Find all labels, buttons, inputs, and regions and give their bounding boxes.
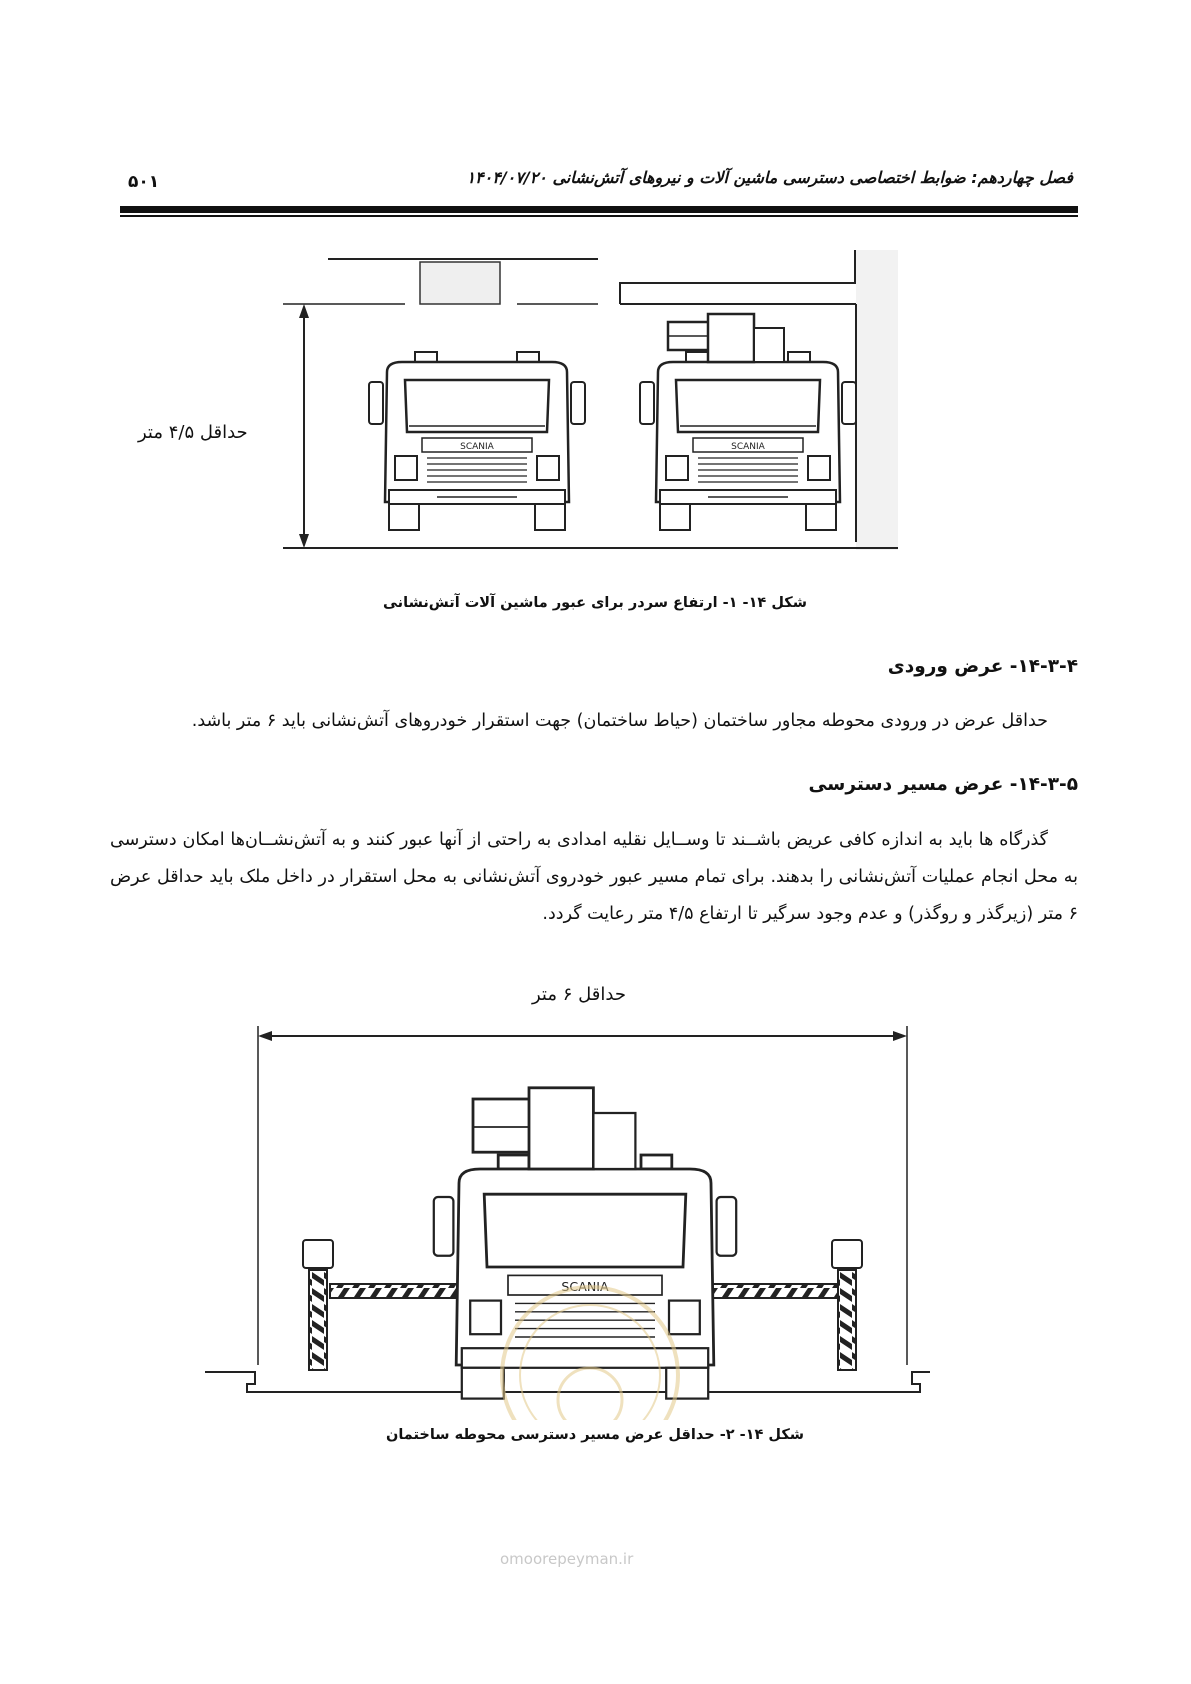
figure-1-caption: شکل ۱۴- ۱- ارتفاع سردر برای عبور ماشین آلات آتش‌نشانی — [383, 595, 807, 611]
svg-text:SCANIA: SCANIA — [561, 1278, 609, 1294]
watermark-url: omoorepeyman.ir — [500, 1550, 634, 1568]
figure-2-caption: شکل ۱۴- ۲- حداقل عرض مسیر دسترسی محوطه ساختمان — [385, 1427, 805, 1443]
figure-2-drawing — [0, 1000, 1191, 1420]
figure-1-drawing: SCANIA — [0, 0, 1191, 600]
section-heading-access-route-width: ۱۴-۳-۵- عرض مسیر دسترسی — [808, 774, 1078, 795]
section-paragraph-entrance-width: حداقل عرض در ورودی محوطه مجاور ساختمان (حیاط ساختمان) جهت استقرار خودروهای آتش‌نشانی باید ۶ متر باشد. — [191, 711, 1048, 731]
section-heading-entrance-width: ۱۴-۳-۴- عرض ورودی — [887, 656, 1078, 677]
running-title: فصل چهاردهم: ضوابط اختصاصی دسترسی ماشین آلات و نیروهای آتش‌نشانی ۱۴۰۴/۰۷/۲۰ — [466, 168, 1073, 187]
figure-2-width-label: حداقل ۶ متر — [532, 984, 626, 1005]
page-number: ۵۰۱ — [128, 172, 160, 192]
section-paragraph-access-route-width: گذرگاه ها باید به اندازه کافی عریض باشــند تا وســایل نقلیه امدادی به راحتی از آنها عبور کنند و به آتش‌نشــان‌ها امکان دسترسی به محل انجام عملیات آتش‌نشانی را بدهند. برای تمام مسیر عبور خودروی آتش‌نشانی به محل استقرار در داخل ملک باید حداقل عرض ۶ متر (زیرگذر و روگذر) و عدم وجود سرگیر تا ارتفاع ۴/۵ متر رعایت گردد. — [110, 830, 1078, 924]
figure-1-height-label: حداقل ۴/۵ متر — [138, 422, 248, 443]
